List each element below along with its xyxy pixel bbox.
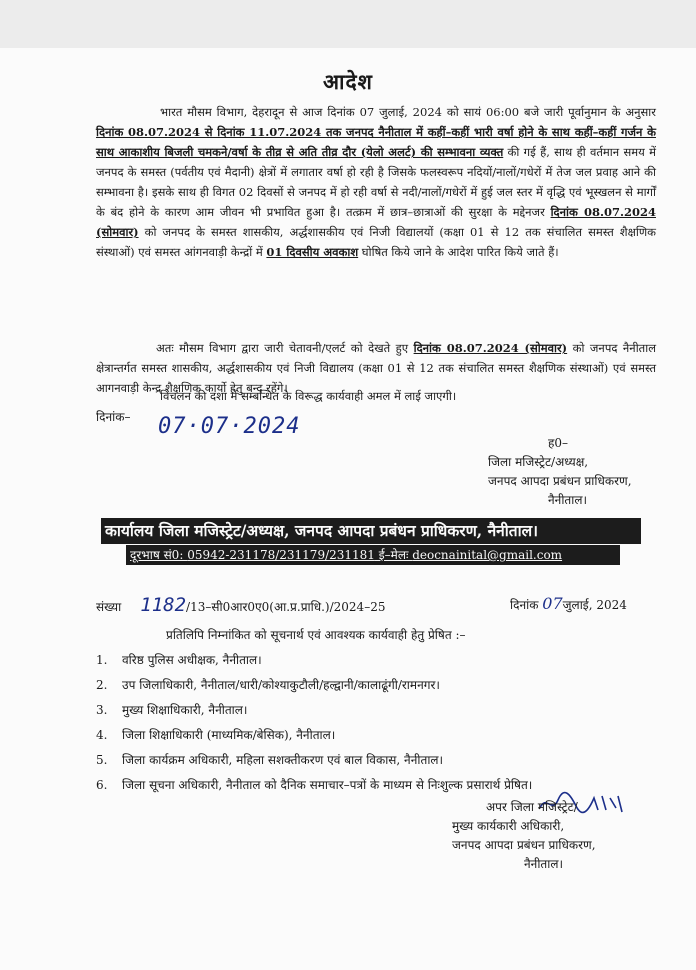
additional-magistrate-signature-block [452,798,596,874]
signatory-title: अपर जिला मजिस्ट्रेट/ [486,800,578,814]
date-label: दिनांक– [96,410,131,424]
para1-text-b: की गई हैं, साथ ही वर्तमान समय में जनपद के समस्त (पर्वतीय एवं मैदानी) क्षेत्रों में लगातार वर्षा हो रही है जिसके फलस्वरूप नदियों/नालों/गधेरों में तेज जल प्रवाह आने की सम्भावना है। इसके साथ ही विगत 02 दिवसों से जनपद में हो रही वर्षा से नदी/नालों/गधेरों में हुई जल स्तर में वृद्धि एवं भूस्खलन से मार्गों के बंद होने के कारण आम जीवन भी प्रभावित हुआ है। तत्क्रम में छात्र–छात्राओं की सुरक्षा के मद्देनजर [96,145,656,219]
holiday-duration: 01 दिवसीय अवकाश [266,245,359,259]
reference-number [96,594,385,616]
signed-mark: ह0– [548,436,569,450]
signatory-designation: मुख्य कार्यकारी अधिकारी, [452,819,565,833]
handwritten-date: 07·07·2024 [158,414,301,439]
list-item: 1. वरिष्ठ पुलिस अधीक्षक, नैनीताल। [96,653,262,667]
copy-forwarded-line: प्रतिलिपि निम्नांकित को सूचनार्थ एवं आवश्यक कार्यवाही हेतु प्रेषित :– [166,628,466,642]
signatory-place: नैनीताल। [524,857,564,871]
signatory-title: जिला मजिस्ट्रेट/अध्यक्ष, [488,455,589,469]
reference-date [510,594,627,613]
forecast-highlight: दिनांक 08.07.2024 से दिनांक 11.07.2024 तक जनपद नैनीताल में कहीं–कहीं भारी वर्षा होने के साथ कहीं–कहीं गर्जन के साथ आकाशीय बिजली चमकने/वर्षा के तीव्र से अति तीव्र दौर (येलो अलर्ट) की सम्भावना व्यक्त [96,125,656,159]
order-paragraph-3: विचलन की दशा में सम्बन्धित के विरूद्ध कार्यवाही अमल में लाई जाएगी। [160,389,457,403]
handwritten-reference-number: 1182 [140,594,187,616]
phone-numbers: 05942-231178/231179/231181 [187,548,375,562]
email-address: deocnainital@gmail.com [412,548,563,562]
closure-date: दिनांक 08.07.2024 (सोमवार) [413,341,568,355]
list-item: 5. जिला कार्यक्रम अधिकारी, महिला सशक्तीकरण एवं बाल विकास, नैनीताल। [96,753,444,767]
contact-line [126,545,620,565]
order-paragraph-1 [96,102,656,262]
magistrate-signature-block [488,434,632,510]
recipient-list [96,648,676,798]
list-item: 4. जिला शिक्षाधिकारी (माध्यमिक/बेसिक), नैनीताल। [96,728,336,742]
reference-label: संख्या [96,600,122,614]
signatory-authority: जनपद आपदा प्रबंधन प्राधिकरण, [452,838,596,852]
list-item: 6. जिला सूचना अधिकारी, नैनीताल को दैनिक समाचार–पत्रों के माध्यम से निःशुल्क प्रसारार्थ प्रेषित। [96,778,533,792]
holiday-date: दिनांक 08.07.2024 (सोमवार) [96,205,656,239]
phone-label: दूरभाष सं0: [130,548,188,562]
para2-text-b: को जनपद नैनीताल क्षेत्रान्तर्गत समस्त शासकीय, अर्द्धशासकीय एवं निजी विद्यालय (कक्षा 01 से 12 तक संचालित समस्त शैक्षणिक संस्थाओं) एवं समस्त आगनवाड़ी केन्द्र शैक्षणिक कार्यो हेतु बन्द रहेंगे। [96,341,657,395]
order-document [0,48,696,970]
reference-month-year: जुलाई, 2024 [562,598,627,612]
signatory-place: नैनीताल। [548,493,588,507]
para2-text-a: अतः मौसम विभाग द्वारा जारी चेतावनी/एलर्ट को देखते हुए [156,341,414,355]
email-label: ई–मेलः [374,548,413,562]
reference-date-label: दिनांक [510,598,539,612]
document-title: आदेश [323,69,373,94]
top-margin [0,0,696,48]
list-item: 3. मुख्य शिक्षाधिकारी, नैनीताल। [96,703,248,717]
para1-text-d: घोषित किये जाने के आदेश पारित किये जाते हैं। [358,245,559,259]
para1-text-a: भारत मौसम विभाग, देहरादून से आज दिनांक 07 जुलाई, 2024 को सायं 06:00 बजे जारी पूर्वानुमान के अनुसार [160,105,656,119]
list-item: 2. उप जिलाधिकारी, नैनीताल/धारी/कोश्याकुटौली/हल्द्वानी/कालाढूंगी/रामनगर। [96,678,440,692]
para1-text-c: को जनपद के समस्त शासकीय, अर्द्धशासकीय एवं निजी विद्यालयों (कक्षा 01 से 12 तक संचालित समस्त शैक्षणिक संस्थाओं) एवं समस्त आंगनवाड़ी केन्द्रों में [96,225,656,259]
office-banner: कार्यालय जिला मजिस्ट्रेट/अध्यक्ष, जनपद आपदा प्रबंधन प्राधिकरण, नैनीताल। [101,518,641,544]
reference-suffix: /13–सी0आर0ए0(आ.प्र.प्राधि.)/2024–25 [186,600,386,614]
handwritten-day: 07 [542,594,563,613]
signatory-authority: जनपद आपदा प्रबंधन प्राधिकरण, [488,474,632,488]
